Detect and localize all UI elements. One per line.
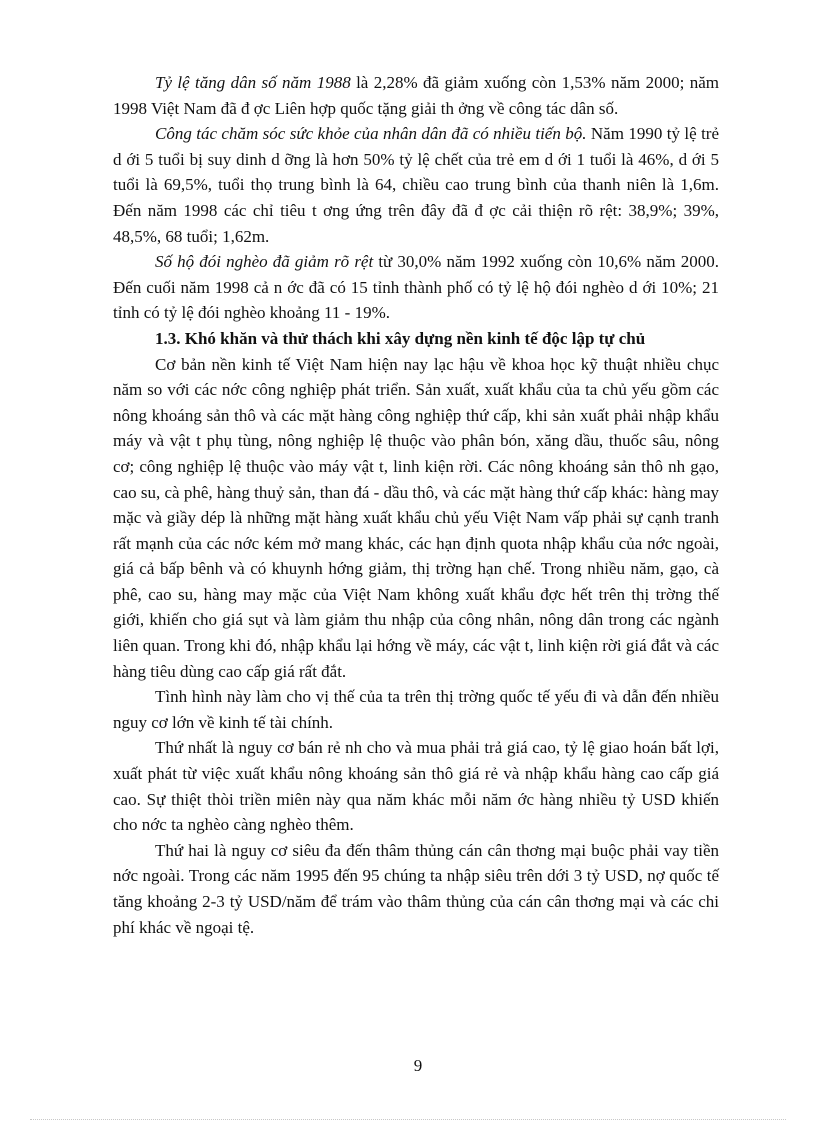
paragraph-first-risk: Thứ nhất là nguy cơ bán rẻ nh cho và mua phải trả giá cao, tỷ lệ giao hoán bất lợi, xuất phát từ việc xuất khẩu nông khoáng sản thô giá rẻ và nhập khẩu hàng cao cấp giá cao. Sự thiệt thòi triền miên này qua năm khác mỗi năm ớc hàng nhiều tỷ USD khiến cho nớc ta nghèo càng nghèo thêm. — [113, 738, 719, 835]
paragraph-text: là 2,28% đã giảm xuống còn 1,53% năm 2000; năm 1998 Việt Nam đã đ ợc Liên hợp quốc tặng giải th ởng về công tác dân số. — [113, 73, 719, 118]
paragraph-market-position: Tình hình này làm cho vị thế của ta trên thị trờng quốc tế yếu đi và dẫn đến nhiều nguy cơ lớn về kinh tế tài chính. — [113, 687, 719, 732]
italic-lead: Công tác chăm sóc sức khỏe của nhân dân đã có nhiều tiến bộ. — [155, 124, 587, 144]
paragraph-poverty — [113, 249, 719, 326]
page-body — [113, 70, 719, 940]
paragraph-population — [113, 70, 719, 121]
italic-lead: Tỷ lệ tăng dân số năm 1988 — [155, 73, 351, 92]
paragraph-second-risk: Thứ hai là nguy cơ siêu đa đến thâm thủng cán cân thơng mại buộc phải vay tiền nớc ngoài. Trong các năm 1995 đến 95 chúng ta nhập siêu trên dới 3 tỷ USD, nợ quốc tế tăng khoảng 2-3 tỷ USD/năm để trám vào thâm thủng của cán cân thơng mại và các chi phí khác về ngoại tệ. — [113, 840, 719, 937]
paragraph-healthcare — [113, 121, 719, 249]
page-bottom-divider — [30, 1119, 786, 1120]
italic-lead: Số hộ đói nghèo đã giảm rõ rệt — [155, 252, 374, 272]
paragraph-text: từ 30,0% năm 1992 xuống còn 10,6% năm 2000. Đến cuối năm 1998 cả n ớc đã có 15 tỉnh thành phố có tỷ lệ hộ đói nghèo d ới 10%; 21 tỉnh có tỷ lệ đói nghèo khoảng 11 - 19%. — [113, 252, 719, 323]
page-number: 9 — [413, 1056, 423, 1075]
paragraph-text: Năm 1990 tỷ lệ trẻ d ới 5 tuổi bị suy dinh d ỡng là hơn 50% tỷ lệ chết của trẻ em d ới 1 tuổi là 46%, d ới 5 tuổi là 69,5%, tuổi thọ trung bình là 64, chiều cao trung bình của thanh niên là 1,6m. Đến năm 1998 các chỉ tiêu t ơng ứng trên đây đã đ ợc cải thiện rõ rệt: 38,9%; 39%, 48,5%, 68 tuổi; 1,62m. — [113, 124, 719, 246]
paragraph-economy-backwardness: Cơ bản nền kinh tế Việt Nam hiện nay lạc hậu về khoa học kỹ thuật nhiều chục năm so với các nớc công nghiệp phát triển. Sản xuất, xuất khẩu của ta chủ yếu gồm các nông khoáng sản thô và các mặt hàng công nghiệp thứ cấp, khi sản xuất phải nhập khẩu máy và vật t phụ tùng, nông nghiệp lệ thuộc vào phân bón, xăng dầu, thuốc sâu, nông cơ; công nghiệp lệ thuộc vào máy vật t, linh kiện rời. Các nông khoáng sản thô nh gạo, cao su, cà phê, hàng thuỷ sản, than đá - dầu thô, và các mặt hàng thứ cấp khác: hàng may mặc và giầy dép là những mặt hàng xuất khẩu chủ yếu Việt Nam vấp phải sự cạnh tranh rất mạnh của các nớc kém mở mang khác, các hạn định quota nhập khẩu của nớc ngoài, giá cả bấp bênh và có khuynh hớng giảm, thị trờng hạn chế. Trong nhiều năm, gạo, cà phê, cao su, hàng may mặc của Việt Nam không xuất khẩu đợc hết trên thị trờng thế giới, khiến cho giá sụt và làm giảm thu nhập của công nhân, nông dân trong các ngành liên quan. Trong khi đó, nhập khẩu lại hớng về máy, các vật t, linh kiện rời giá đắt và các hàng tiêu dùng cao cấp giá rất đắt. — [113, 354, 719, 681]
section-heading: 1.3. Khó khăn và thử thách khi xây dựng nền kinh tế độc lập tự chủ — [155, 328, 646, 348]
